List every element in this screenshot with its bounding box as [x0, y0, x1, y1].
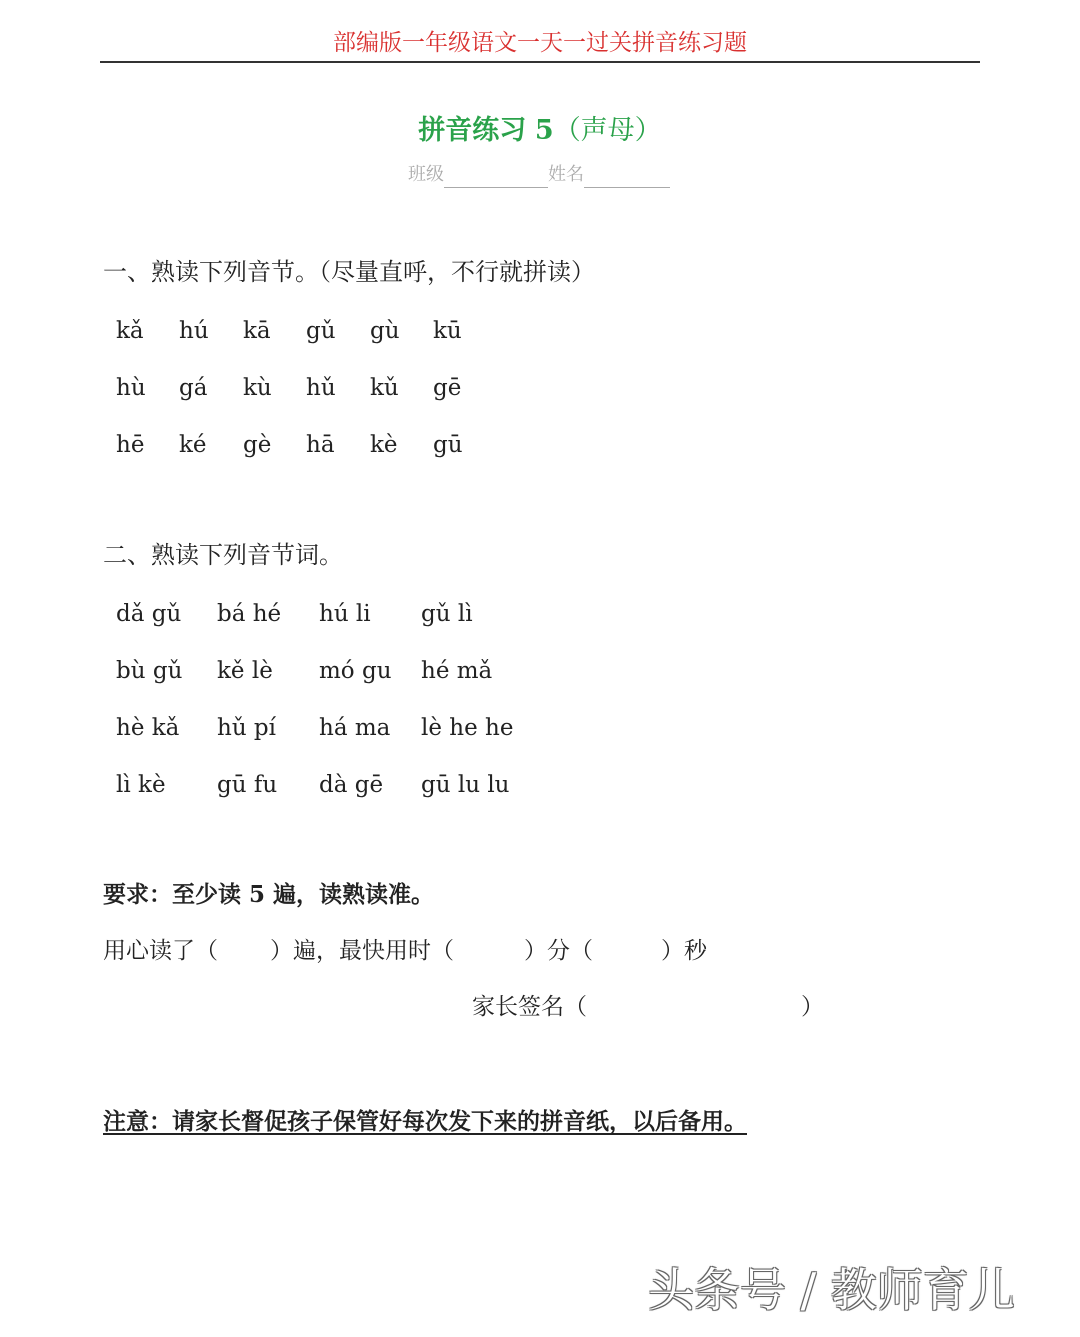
syllable: hù	[116, 375, 146, 401]
syllable: hā	[306, 432, 335, 458]
reading-record	[103, 934, 707, 968]
title-number: 5	[534, 115, 554, 146]
syllable-word: há ma	[319, 715, 391, 741]
syllable: kè	[370, 432, 398, 458]
record-part-3: ）分（	[524, 938, 593, 964]
syllable-word: bá hé	[217, 601, 282, 627]
name-label: 姓名	[548, 164, 584, 185]
title-sub: （声母）	[553, 115, 662, 146]
title-main: 拼音练习	[418, 115, 527, 146]
syllable-word: gū fu	[217, 772, 278, 798]
syllable: gù	[370, 318, 400, 344]
syllable: hǔ	[306, 375, 336, 401]
syllable: gē	[433, 375, 462, 401]
page-title	[0, 112, 1080, 150]
header-divider	[100, 61, 980, 63]
syllable-word: bù gǔ	[116, 658, 183, 684]
syllable: gǔ	[306, 318, 336, 344]
syllable-word: hé mǎ	[421, 658, 493, 684]
syllable-word: hú li	[319, 601, 371, 627]
parent-signature	[472, 990, 824, 1024]
syllable-word: dà gē	[319, 772, 384, 798]
record-part-1: 用心读了（	[103, 938, 218, 964]
syllable-word: kě lè	[217, 658, 273, 684]
syllable-word: mó gu	[319, 658, 392, 684]
syllable-word: gū lu lu	[421, 772, 510, 798]
syllable: kū	[433, 318, 462, 344]
sign-part-2: ）	[801, 994, 824, 1020]
syllable: gá	[179, 375, 208, 401]
sign-part-1: 家长签名（	[472, 994, 587, 1020]
syllable-word: gǔ lì	[421, 601, 473, 627]
syllable: kǔ	[370, 375, 399, 401]
student-info-line	[408, 162, 670, 188]
syllable: kǎ	[116, 318, 144, 344]
class-label: 班级	[408, 164, 444, 185]
header-title: 部编版一年级语文一天一过关拼音练习题	[333, 30, 747, 56]
name-blank	[584, 167, 670, 188]
syllable: hú	[179, 318, 209, 344]
syllable: kā	[243, 318, 271, 344]
record-part-2: ）遍，最快用时（	[270, 938, 454, 964]
notice-text: 注意：请家长督促孩子保管好每次发下来的拼音纸，以后备用。	[103, 1108, 747, 1135]
record-part-4: ）秒	[661, 938, 707, 964]
requirement-text: 要求：至少读 5 遍，读熟读准。	[103, 881, 435, 908]
syllable-word: dǎ gǔ	[116, 601, 182, 627]
syllable: gū	[433, 432, 463, 458]
syllable: ké	[179, 432, 207, 458]
syllable: kù	[243, 375, 272, 401]
syllable-word: lì kè	[116, 772, 166, 798]
class-blank	[444, 167, 548, 188]
syllable-word: hè kǎ	[116, 715, 180, 741]
syllable: gè	[243, 432, 272, 458]
syllable-word: hǔ pí	[217, 715, 277, 741]
section1-heading: 一、熟读下列音节。（尽量直呼，不行就拼读）	[103, 258, 595, 286]
syllable: hē	[116, 432, 145, 458]
watermark: 头条号 / 教师育儿	[648, 1263, 1015, 1317]
section2-heading: 二、熟读下列音节词。	[103, 541, 343, 569]
syllable-word: lè he he	[421, 715, 514, 741]
